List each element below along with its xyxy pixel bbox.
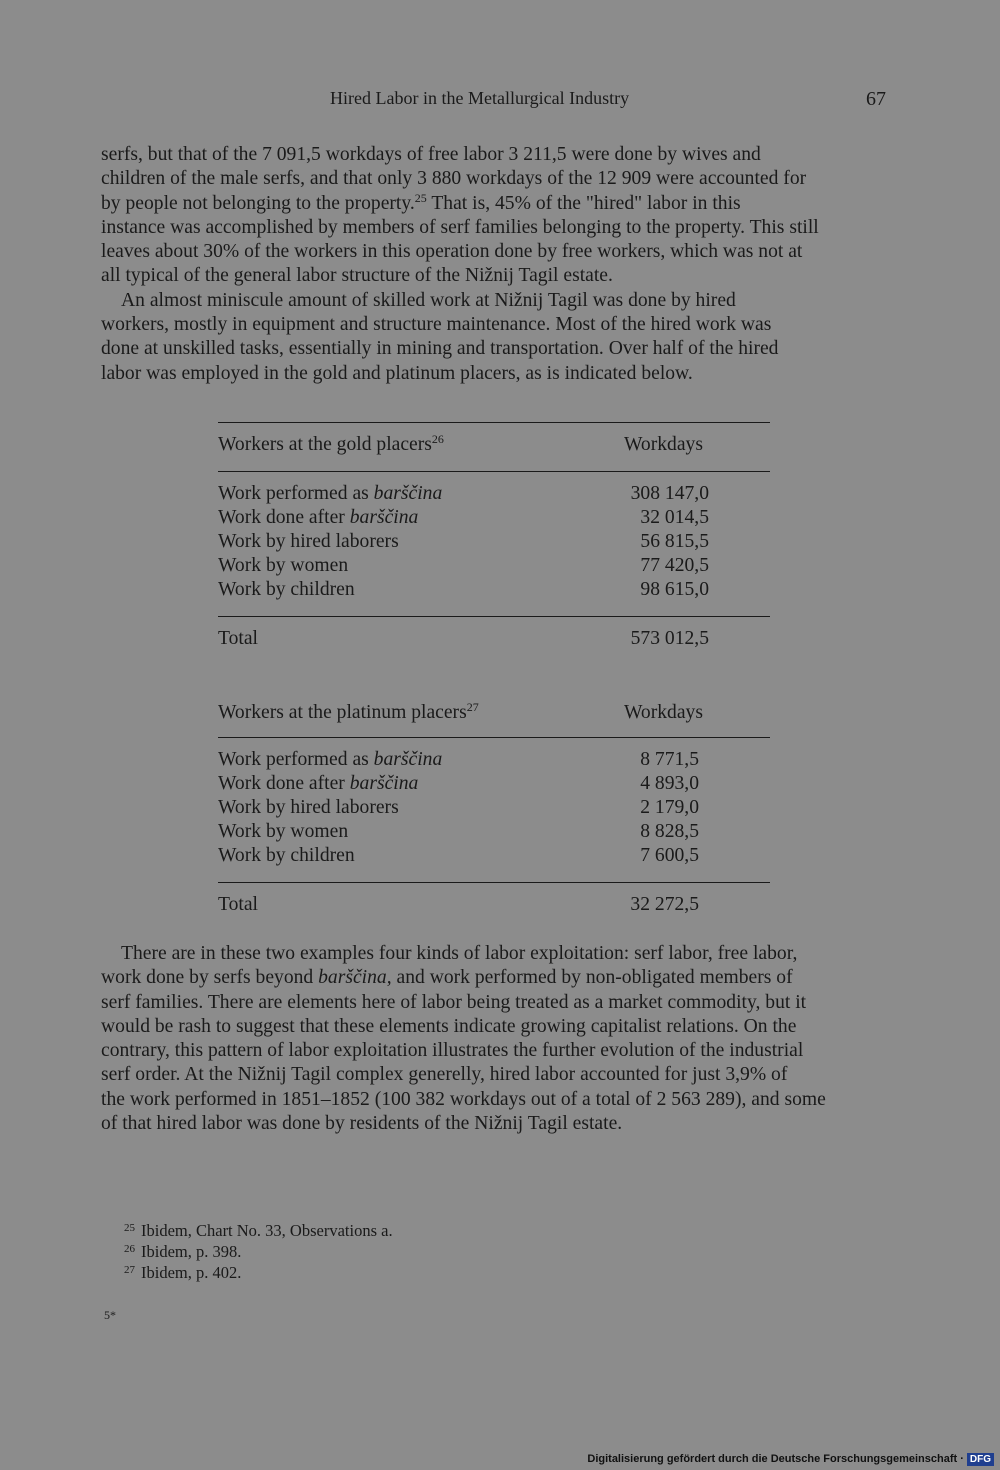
footnote-ref: 26	[431, 432, 444, 446]
text-line: by people not belonging to the property.$^{25}$ That is, 45% of the "hired" labor in this	[101, 190, 741, 214]
text-line: instance was accomplished by members of serf families belonging to the property. This still	[101, 216, 819, 238]
row-value: 308 147,0	[630, 483, 709, 504]
table-total-row	[218, 893, 770, 917]
footnote-ref: 25	[414, 190, 427, 205]
row-label: Work done after barščina	[218, 507, 419, 528]
row-label: Work done after barščina	[218, 773, 419, 794]
text-line: serf order. At the Nižnij Tagil complex generelly, hired labor accounted for just 3,9% of	[101, 1064, 788, 1086]
table-rule	[218, 616, 770, 617]
row-label: Work performed as barščina	[218, 749, 443, 770]
footnote: $^{26}$ Ibidem, p. 398.	[124, 1242, 242, 1261]
text-line: would be rash to suggest that these elements indicate growing capitalist relations. On the	[101, 1015, 797, 1037]
text-line: leaves about 30% of the workers in this operation done by free workers, which was not at	[101, 241, 803, 263]
table-row	[218, 530, 770, 554]
table-row	[218, 748, 770, 772]
text-line: work done by serfs beyond barščina, and work performed by non-obligated members of	[101, 967, 793, 989]
total-value: 573 012,5	[630, 628, 709, 649]
column-header: Workers at the platinum placers$^{27}$	[218, 700, 479, 723]
table-row	[218, 578, 770, 602]
text-line: workers, mostly in equipment and structure maintenance. Most of the hired work was	[101, 314, 772, 336]
row-value: 4 893,0	[640, 773, 699, 794]
row-value: 56 815,5	[640, 531, 709, 552]
table-row	[218, 796, 770, 820]
table-row	[218, 506, 770, 530]
dfg-logo: DFG	[967, 1453, 994, 1466]
row-value: 7 600,5	[640, 845, 699, 866]
text-line: the work performed in 1851–1852 (100 382 workdays out of a total of 2 563 289), and some	[101, 1088, 826, 1110]
table-rule	[218, 882, 770, 883]
footnote-ref: 27	[466, 700, 479, 714]
row-label: Work by women	[218, 821, 349, 842]
row-label: Work by hired laborers	[218, 797, 399, 818]
text-line: serfs, but that of the 7 091,5 workdays of free labor 3 211,5 were done by wives and	[101, 144, 761, 165]
row-value: 8 828,5	[640, 821, 699, 842]
page-header	[100, 88, 886, 114]
footnote: $^{25}$ Ibidem, Chart No. 33, Observations a.	[124, 1221, 393, 1240]
column-header: Workdays	[624, 702, 703, 723]
total-label: Total	[218, 894, 258, 915]
table-rule	[218, 737, 770, 738]
total-value: 32 272,5	[630, 894, 699, 915]
funding-text: Digitalisierung gefördert durch die Deutsche Forschungsgemeinschaft ·	[587, 1453, 964, 1465]
table-row	[218, 772, 770, 796]
paragraph-2	[101, 942, 886, 1136]
table-rule	[218, 422, 770, 423]
page-number: 67	[866, 88, 886, 110]
table-row	[218, 554, 770, 578]
text-line: contrary, this pattern of labor exploitation illustrates the further evolution of the industrial	[101, 1040, 804, 1062]
text-line: serf families. There are elements here of labor being treated as a market commodity, but it	[101, 991, 807, 1013]
column-header: Workdays	[624, 434, 703, 455]
funding-footer	[587, 1453, 994, 1466]
footnotes	[124, 1219, 393, 1282]
row-label: Work by women	[218, 555, 349, 576]
table-row	[218, 844, 770, 868]
row-value: 2 179,0	[640, 797, 699, 818]
footnote: $^{27}$ Ibidem, p. 402.	[124, 1263, 242, 1282]
text-line: done at unskilled tasks, essentially in mining and transportation. Over half of the hired	[101, 338, 779, 360]
row-label: Work by hired laborers	[218, 531, 399, 552]
text-line: children of the male serfs, and that only 3 880 workdays of the 12 909 were accounted for	[101, 168, 807, 190]
table-row	[218, 482, 770, 506]
row-value: 8 771,5	[640, 749, 699, 770]
table-header-row	[218, 701, 770, 725]
row-value: 77 420,5	[640, 555, 709, 576]
text-line: An almost miniscule amount of skilled work at Nižnij Tagil was done by hired	[121, 289, 736, 311]
total-label: Total	[218, 628, 258, 649]
table-total-row	[218, 627, 770, 651]
text-line: labor was employed in the gold and platinum placers, as is indicated below.	[101, 362, 693, 384]
table-header-row	[218, 433, 770, 457]
row-label: Work by children	[218, 579, 355, 600]
paragraph-1	[101, 143, 886, 386]
text-line: of that hired labor was done by residents of the Nižnij Tagil estate.	[101, 1113, 623, 1135]
row-value: 98 615,0	[640, 579, 709, 600]
text-line: all typical of the general labor structure of the Nižnij Tagil estate.	[101, 265, 613, 287]
table-rule	[218, 471, 770, 472]
row-value: 32 014,5	[640, 507, 709, 528]
text-line: There are in these two examples four kinds of labor exploitation: serf labor, free labor,	[121, 943, 798, 964]
running-title: Hired Labor in the Metallurgical Industry	[330, 88, 630, 108]
signature-mark: 5*	[104, 1308, 116, 1322]
table-row	[218, 820, 770, 844]
row-label: Work performed as barščina	[218, 483, 443, 504]
column-header: Workers at the gold placers$^{26}$	[218, 432, 444, 455]
row-label: Work by children	[218, 845, 355, 866]
